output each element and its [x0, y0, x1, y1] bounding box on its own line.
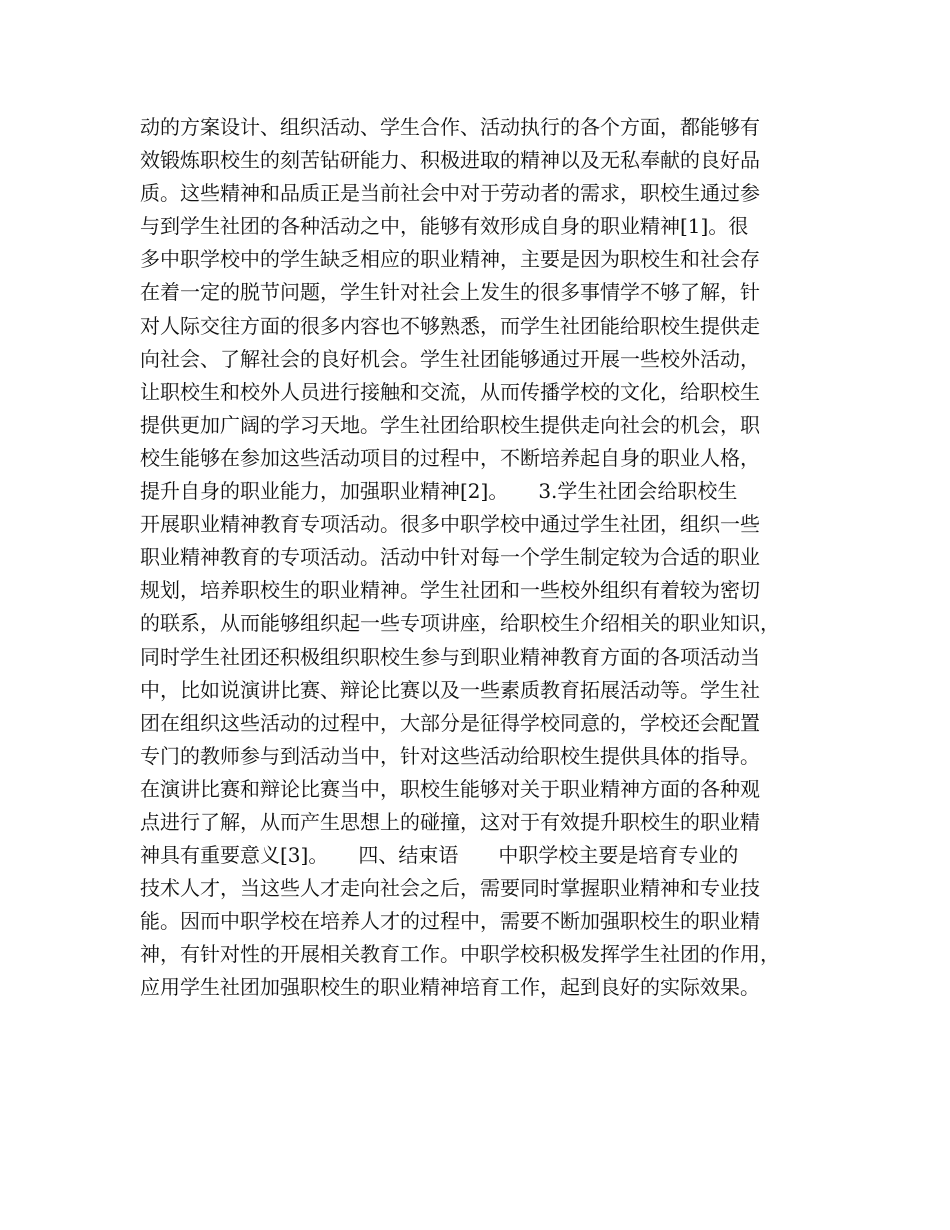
text-line: 点进行了解，从而产生思想上的碰撞，这对于有效提升职校生的职业精	[140, 809, 760, 834]
text-line: 能。因而中职学校在培养人才的过程中，需要不断加强职校生的职业精	[140, 909, 760, 934]
text-line: 神具有重要意义[3]。 四、结束语 中职学校主要是培育专业的	[140, 843, 739, 868]
text-line: 应用学生社团加强职校生的职业精神培育工作，起到良好的实际效果。	[140, 975, 760, 1000]
text-line: 对人际交往方面的很多内容也不够熟悉，而学生社团能给职校生提供走	[140, 313, 760, 338]
text-line: 在着一定的脱节问题，学生针对社会上发生的很多事情学不够了解，针	[140, 280, 760, 305]
text-line: 专门的教师参与到活动当中，针对这些活动给职校生提供具体的指导。	[140, 743, 760, 768]
body-text	[140, 111, 830, 1005]
text-line: 在演讲比赛和辩论比赛当中，职校生能够对关于职业精神方面的各种观	[140, 776, 760, 801]
text-line: 提供更加广阔的学习天地。学生社团给职校生提供走向社会的机会，职	[140, 412, 760, 437]
text-line: 中，比如说演讲比赛、辩论比赛以及一些素质教育拓展活动等。学生社	[140, 677, 760, 702]
text-line: 多中职学校中的学生缺乏相应的职业精神，主要是因为职校生和社会存	[140, 247, 760, 272]
text-line: 职业精神教育的专项活动。活动中针对每一个学生制定较为合适的职业	[140, 545, 760, 570]
text-line: 让职校生和校外人员进行接触和交流，从而传播学校的文化，给职校生	[140, 379, 760, 404]
text-line: 同时学生社团还积极组织职校生参与到职业精神教育方面的各项活动当	[140, 644, 760, 669]
text-line: 技术人才，当这些人才走向社会之后，需要同时掌握职业精神和专业技	[140, 876, 760, 901]
text-line: 的联系，从而能够组织起一些专项讲座，给职校生介绍相关的职业知识，	[140, 611, 780, 636]
text-line: 效锻炼职校生的刻苦钻研能力、积极进取的精神以及无私奉献的良好品	[140, 148, 760, 173]
text-line: 校生能够在参加这些活动项目的过程中，不断培养起自身的职业人格，	[140, 445, 760, 470]
text-line: 质。这些精神和品质正是当前社会中对于劳动者的需求，职校生通过参	[140, 181, 760, 206]
text-line: 开展职业精神教育专项活动。很多中职学校中通过学生社团，组织一些	[140, 512, 760, 537]
text-line: 动的方案设计、组织活动、学生合作、活动执行的各个方面，都能够有	[140, 115, 760, 139]
text-line: 向社会、了解社会的良好机会。学生社团能够通过开展一些校外活动，	[140, 346, 760, 371]
text-line: 提升自身的职业能力，加强职业精神[2]。 3.学生社团会给职校生	[140, 479, 738, 504]
text-line: 规划，培养职校生的职业精神。学生社团和一些校外组织有着较为密切	[140, 578, 760, 603]
text-line: 神，有针对性的开展相关教育工作。中职学校积极发挥学生社团的作用，	[140, 942, 780, 967]
text-line: 团在组织这些活动的过程中，大部分是征得学校同意的，学校还会配置	[140, 710, 760, 735]
text-line: 与到学生社团的各种活动之中，能够有效形成自身的职业精神[1]。很	[140, 214, 749, 239]
